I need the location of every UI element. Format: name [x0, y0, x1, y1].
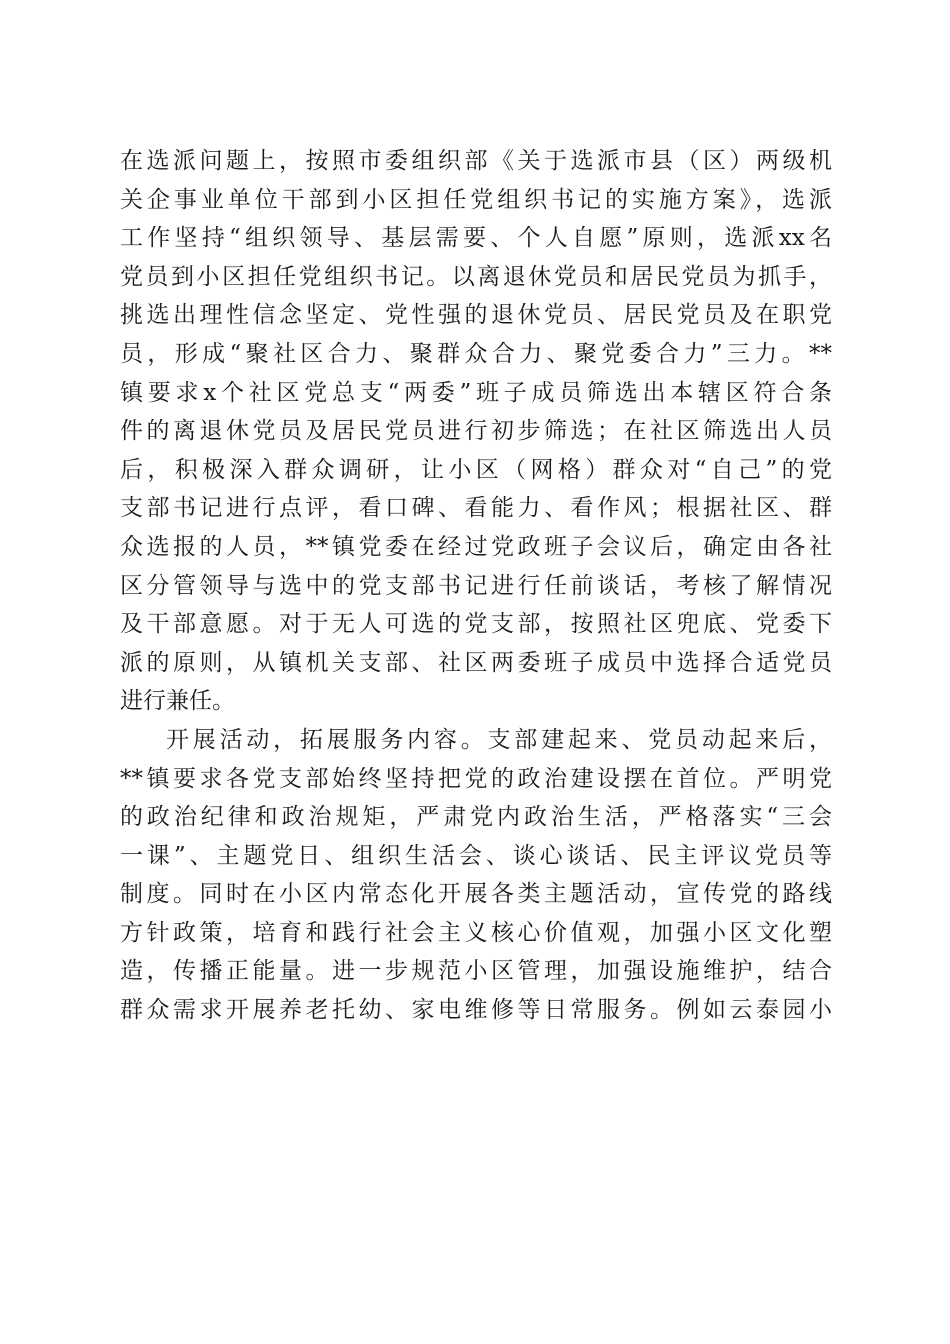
text-line: 的政治纪律和政治规矩，严肃党内政治生活，严格落实“三会	[120, 804, 832, 831]
text-line: 工作坚持“组织领导、基层需要、个人自愿”原则，选派xx名	[120, 225, 832, 252]
text-line: 件的离退休党员及居民党员进行初步筛选；在社区筛选出人员	[120, 418, 832, 445]
text-line: 支部书记进行点评，看口碑、看能力、看作风；根据社区、群	[120, 495, 832, 522]
text-line: 员，形成“聚社区合力、聚群众合力、聚党委合力”三力。**	[120, 340, 832, 367]
paragraph-selection	[120, 142, 832, 721]
text-line: 派的原则，从镇机关支部、社区两委班子成员中选择合适党员	[120, 649, 832, 676]
text-line: 进行兼任。	[120, 688, 235, 715]
text-line: 众选报的人员，**镇党委在经过党政班子会议后，确定由各社	[120, 533, 832, 560]
text-line: 关企事业单位干部到小区担任党组织书记的实施方案》，选派	[120, 186, 832, 213]
text-line: 区分管领导与选中的党支部书记进行任前谈话，考核了解情况	[120, 572, 832, 599]
document-body	[120, 142, 832, 1030]
text-line: 一课”、主题党日、组织生活会、谈心谈话、民主评议党员等	[120, 842, 832, 869]
text-line: 方针政策，培育和践行社会主义核心价值观，加强小区文化塑	[120, 919, 832, 946]
text-line: 挑选出理性信念坚定、党性强的退休党员、居民党员及在职党	[120, 302, 832, 329]
paragraph-activities	[120, 721, 832, 1030]
text-line: 开展活动，拓展服务内容。支部建起来、党员动起来后，	[166, 726, 832, 753]
text-line: 镇要求x个社区党总支“两委”班子成员筛选出本辖区符合条	[120, 379, 832, 406]
text-line: 造，传播正能量。进一步规范小区管理，加强设施维护，结合	[120, 958, 832, 985]
text-line: 群众需求开展养老托幼、家电维修等日常服务。例如云泰园小	[120, 997, 832, 1024]
text-line: 后，积极深入群众调研，让小区（网格）群众对“自己”的党	[120, 456, 832, 483]
text-line: 及干部意愿。对于无人可选的党支部，按照社区兜底、党委下	[120, 611, 832, 638]
text-line: **镇要求各党支部始终坚持把党的政治建设摆在首位。严明党	[120, 765, 832, 792]
text-line: 党员到小区担任党组织书记。以离退休党员和居民党员为抓手，	[120, 263, 832, 290]
text-line: 制度。同时在小区内常态化开展各类主题活动，宣传党的路线	[120, 881, 832, 908]
text-line: 在选派问题上，按照市委组织部《关于选派市县（区）两级机	[120, 148, 832, 174]
